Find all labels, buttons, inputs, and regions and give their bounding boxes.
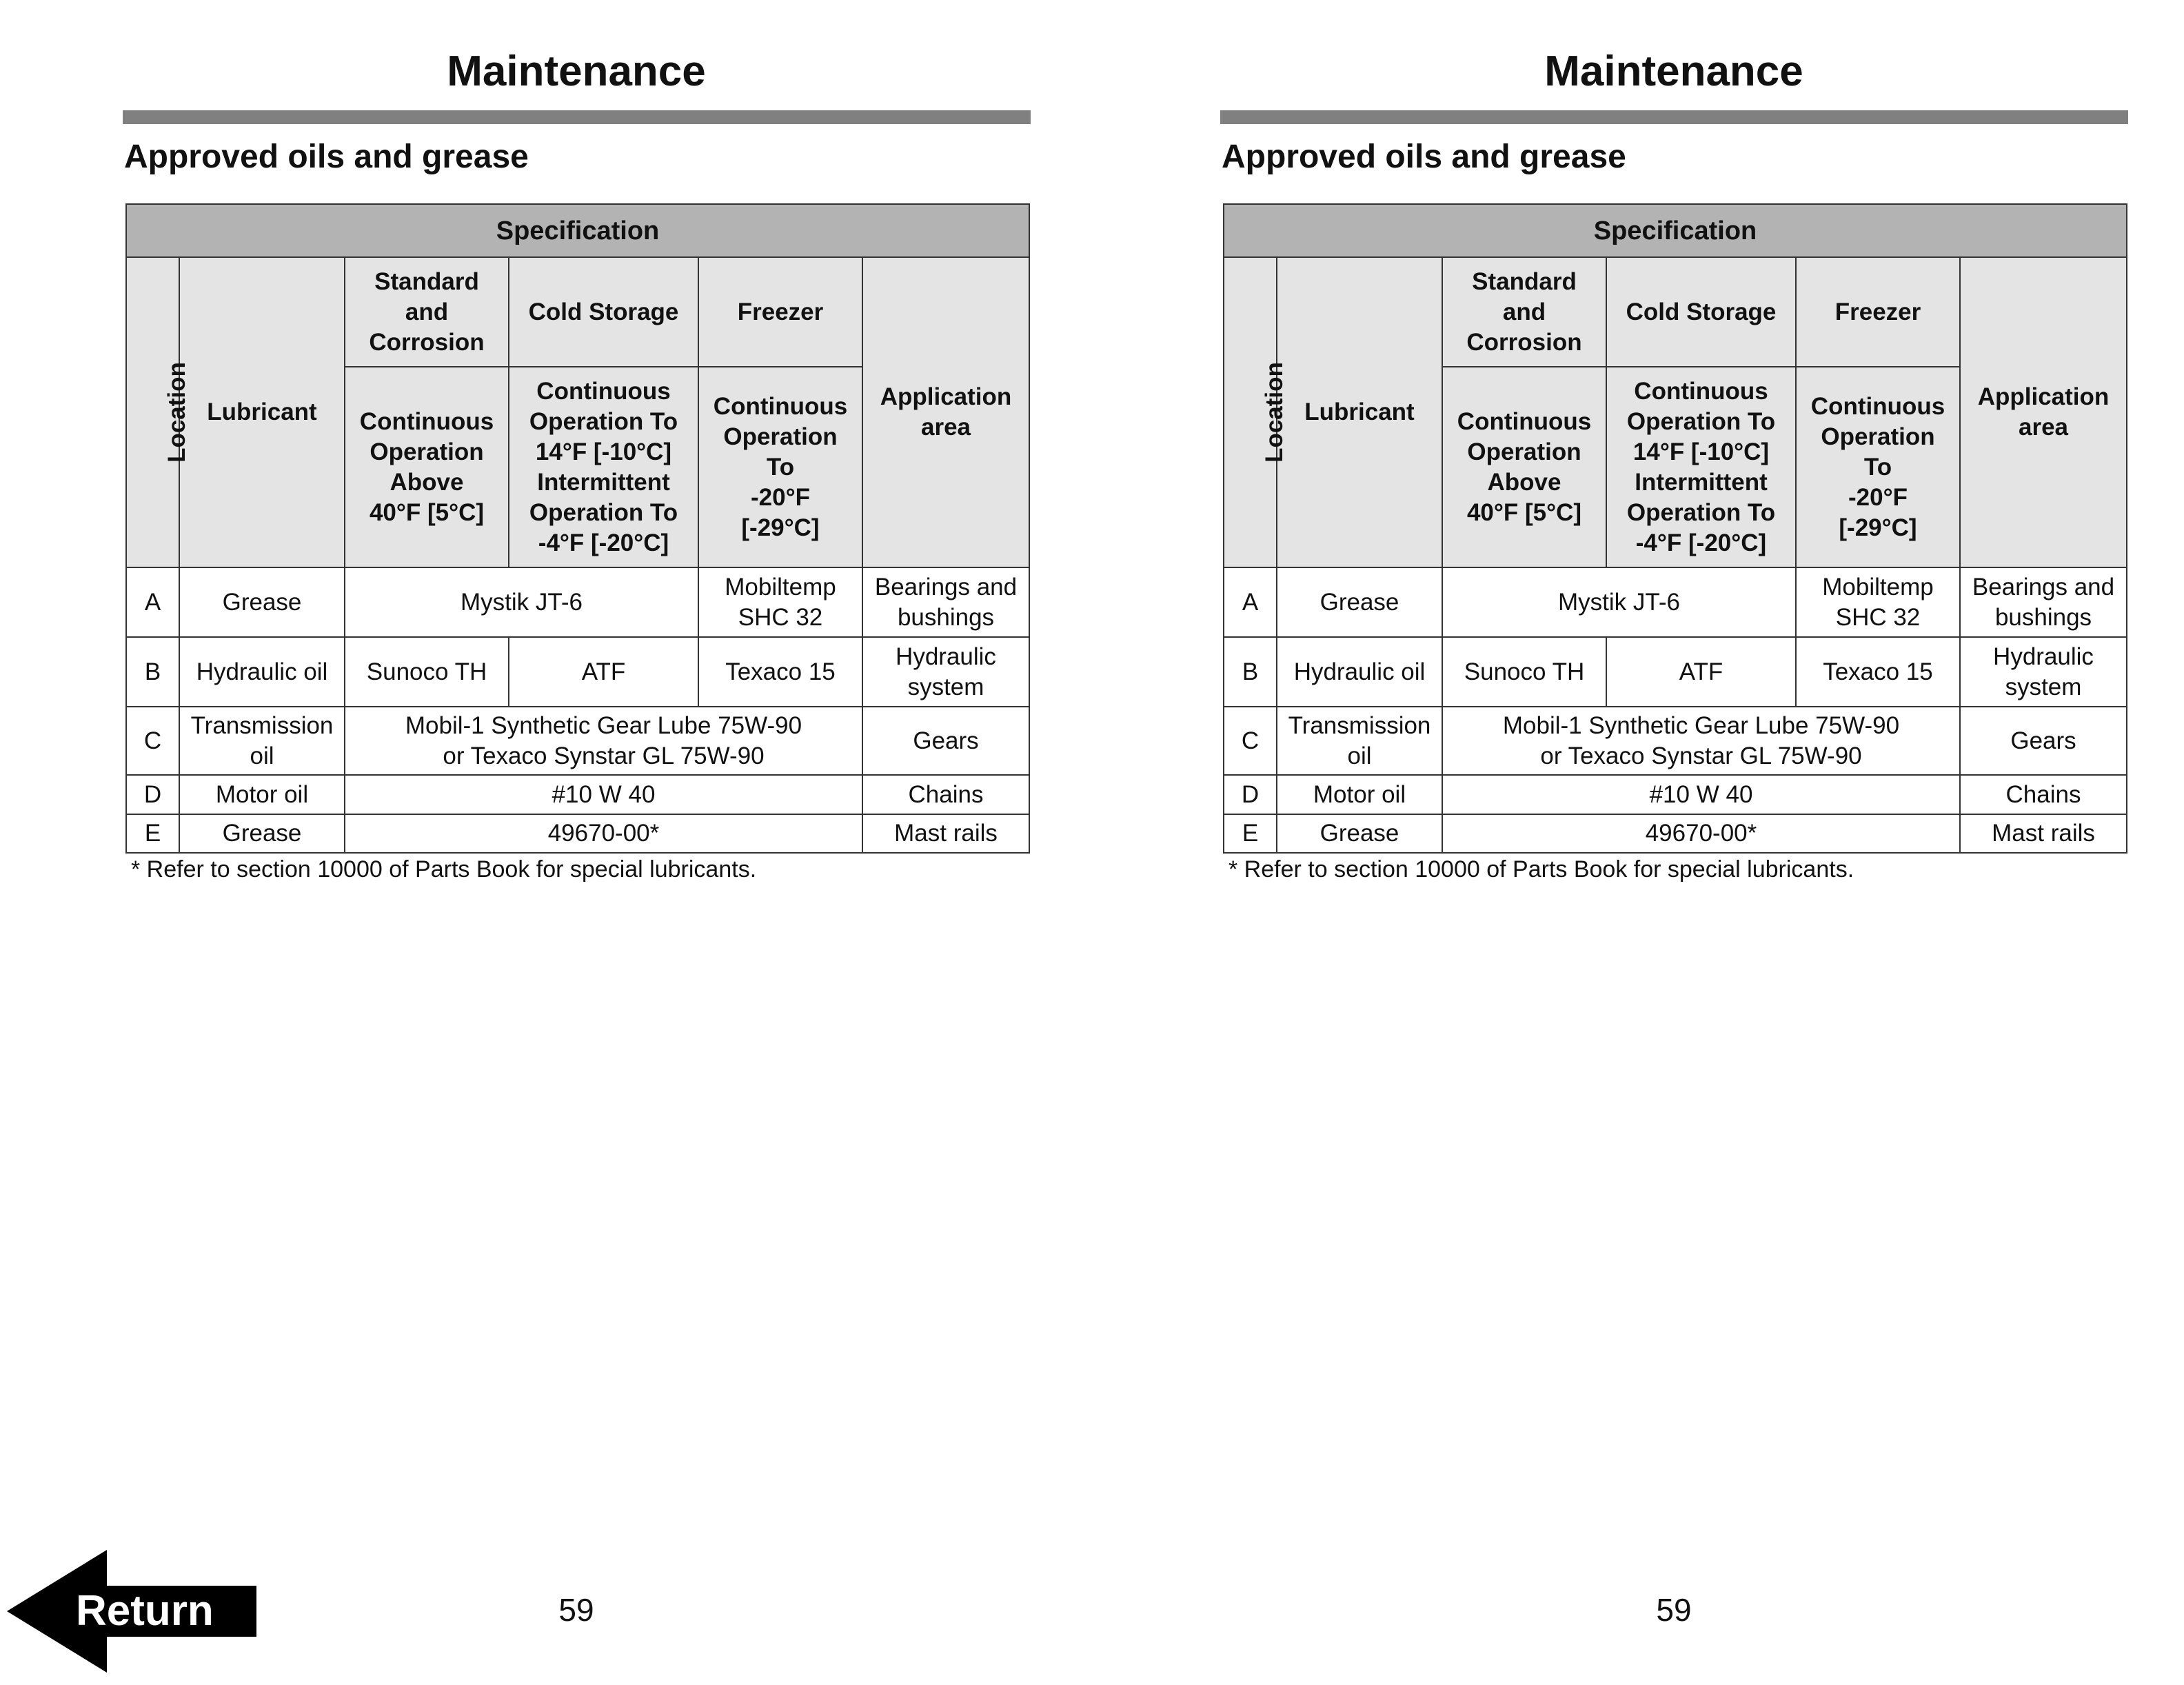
- standard-subheader: Continuous Operation Above 40°F [5°C]: [345, 367, 509, 567]
- spec-cell: 49670-00*: [1442, 814, 1960, 853]
- location-cell: A: [1224, 567, 1277, 637]
- lubricant-cell: Grease: [179, 567, 345, 637]
- freezer-cell: Mobiltemp SHC 32: [1796, 567, 1960, 637]
- spec-cell: Mobil-1 Synthetic Gear Lube 75W-90 or Texaco Synstar GL 75W-90: [345, 707, 862, 775]
- lubricant-spec-table: [125, 203, 1030, 854]
- standard-header: Standard and Corrosion: [345, 257, 509, 367]
- spec-cell: Mobil-1 Synthetic Gear Lube 75W-90 or Texaco Synstar GL 75W-90: [1442, 707, 1960, 775]
- application-header: Application area: [862, 257, 1029, 567]
- title-divider: [123, 110, 1031, 124]
- lubricant-cell: Hydraulic oil: [1277, 637, 1442, 707]
- lubricant-header: Lubricant: [179, 257, 345, 567]
- lubricant-cell: Hydraulic oil: [179, 637, 345, 707]
- lubricant-cell: Motor oil: [1277, 775, 1442, 814]
- table-row: [126, 775, 1029, 814]
- lubricant-spec-table: [1223, 203, 2127, 854]
- location-cell: A: [126, 567, 179, 637]
- specification-header: Specification: [1224, 204, 2127, 257]
- location-cell: D: [1224, 775, 1277, 814]
- table-footnote: * Refer to section 10000 of Parts Book for special lubricants.: [131, 856, 757, 882]
- specification-header: Specification: [126, 204, 1029, 257]
- table-footnote: * Refer to section 10000 of Parts Book for special lubricants.: [1228, 856, 1854, 882]
- lubricant-cell: Grease: [1277, 567, 1442, 637]
- application-cell: Hydraulic system: [862, 637, 1029, 707]
- spec-cell: 49670-00*: [345, 814, 862, 853]
- table-row: [126, 567, 1029, 637]
- freezer-cell: Mobiltemp SHC 32: [698, 567, 862, 637]
- cold-storage-header: Cold Storage: [509, 257, 698, 367]
- application-cell: Mast rails: [862, 814, 1029, 853]
- cold-storage-header: Cold Storage: [1606, 257, 1796, 367]
- table-row: [126, 814, 1029, 853]
- page-title: Maintenance: [1544, 48, 1803, 95]
- application-cell: Chains: [862, 775, 1029, 814]
- table-row: [1224, 775, 2127, 814]
- table-row: [126, 637, 1029, 707]
- location-header: Location: [1224, 257, 1277, 567]
- lubricant-cell: Grease: [179, 814, 345, 853]
- spec-cell: Mystik JT-6: [1442, 567, 1796, 637]
- freezer-header: Freezer: [698, 257, 862, 367]
- application-header: Application area: [1960, 257, 2127, 567]
- location-cell: C: [1224, 707, 1277, 775]
- table-row: [1224, 814, 2127, 853]
- lubricant-cell: Motor oil: [179, 775, 345, 814]
- freezer-subheader: Continuous Operation To -20°F [-29°C]: [1796, 367, 1960, 567]
- location-header: Location: [126, 257, 179, 567]
- page-title: Maintenance: [447, 48, 706, 95]
- application-cell: Hydraulic system: [1960, 637, 2127, 707]
- table-row: [1224, 567, 2127, 637]
- application-cell: Gears: [1960, 707, 2127, 775]
- location-cell: E: [1224, 814, 1277, 853]
- section-heading: Approved oils and grease: [1222, 139, 1626, 175]
- standard-header: Standard and Corrosion: [1442, 257, 1606, 367]
- table-row: [126, 707, 1029, 775]
- application-cell: Bearings and bushings: [1960, 567, 2127, 637]
- application-cell: Bearings and bushings: [862, 567, 1029, 637]
- location-cell: C: [126, 707, 179, 775]
- spec-cell: Mystik JT-6: [345, 567, 698, 637]
- lubricant-header: Lubricant: [1277, 257, 1442, 567]
- page-number: 59: [558, 1592, 594, 1628]
- application-cell: Gears: [862, 707, 1029, 775]
- lubricant-cell: Transmission oil: [179, 707, 345, 775]
- freezer-cell: Texaco 15: [1796, 637, 1960, 707]
- freezer-header: Freezer: [1796, 257, 1960, 367]
- section-heading: Approved oils and grease: [124, 139, 529, 175]
- table-row: [1224, 637, 2127, 707]
- freezer-subheader: Continuous Operation To -20°F [-29°C]: [698, 367, 862, 567]
- lubricant-cell: Transmission oil: [1277, 707, 1442, 775]
- standard-subheader: Continuous Operation Above 40°F [5°C]: [1442, 367, 1606, 567]
- cold-storage-cell: ATF: [1606, 637, 1796, 707]
- location-cell: D: [126, 775, 179, 814]
- standard-cell: Sunoco TH: [345, 637, 509, 707]
- spec-cell: #10 W 40: [1442, 775, 1960, 814]
- manual-page-left: [121, 0, 1045, 1685]
- application-cell: Chains: [1960, 775, 2127, 814]
- return-label: Return: [76, 1587, 214, 1635]
- location-cell: B: [126, 637, 179, 707]
- spec-cell: #10 W 40: [345, 775, 862, 814]
- application-cell: Mast rails: [1960, 814, 2127, 853]
- cold-storage-subheader: Continuous Operation To 14°F [-10°C] Intermittent Operation To -4°F [-20°C]: [509, 367, 698, 567]
- return-button[interactable]: [7, 1550, 256, 1673]
- cold-storage-cell: ATF: [509, 637, 698, 707]
- location-cell: E: [126, 814, 179, 853]
- table-row: [1224, 707, 2127, 775]
- title-divider: [1220, 110, 2128, 124]
- cold-storage-subheader: Continuous Operation To 14°F [-10°C] Intermittent Operation To -4°F [-20°C]: [1606, 367, 1796, 567]
- location-cell: B: [1224, 637, 1277, 707]
- page-number: 59: [1656, 1592, 1692, 1628]
- lubricant-cell: Grease: [1277, 814, 1442, 853]
- manual-page-right: [1219, 0, 2143, 1685]
- freezer-cell: Texaco 15: [698, 637, 862, 707]
- standard-cell: Sunoco TH: [1442, 637, 1606, 707]
